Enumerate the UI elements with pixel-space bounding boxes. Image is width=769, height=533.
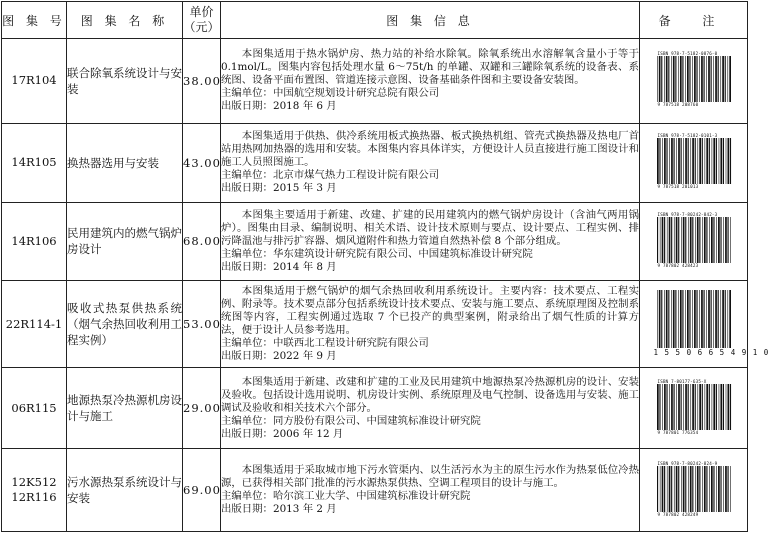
- barcode-bar: [706, 466, 707, 512]
- barcode-bar: [704, 138, 705, 184]
- header-price-line2: （元）: [183, 20, 220, 34]
- barcode-digits: 9 787802 428249: [657, 511, 699, 517]
- barcode-bar: [683, 384, 684, 430]
- barcode-bar: [659, 217, 660, 263]
- barcode-bars: [654, 217, 734, 263]
- atlas-code: 22R114-1: [5, 316, 63, 331]
- barcode-bar: [696, 290, 697, 348]
- barcode-bar: [696, 56, 697, 102]
- barcode-bar: [685, 384, 687, 430]
- barcode-bar: [665, 56, 667, 102]
- barcode-bar: [702, 217, 703, 263]
- barcode-bar: [706, 138, 708, 184]
- barcode-bar: [713, 138, 715, 184]
- table-row: [2, 449, 748, 532]
- barcode-bar: [678, 466, 679, 512]
- atlas-catalog-table: [1, 1, 769, 532]
- barcode-bar: [722, 290, 724, 348]
- barcode-bar: [664, 56, 665, 102]
- atlas-description: 本图集适用于燃气锅炉的烟气余热回收利用系统设计。主要内容：技术要点、工程实例、附录等。技术要点部分包括系统设计技术要点、安装与施工要点、系统原理图及控制系统图等内容，工程实例通过选取 7 个已投产的典型案例，附录给出了烟气性质的计算方法，便于设计人员参考选用。: [221, 285, 639, 337]
- atlas-note: [640, 368, 748, 449]
- barcode-bar: [695, 217, 696, 263]
- atlas-description: 本图集适用于热水锅炉房、热力站的补给水除氧。除氧系统出水溶解氧含量小于等于 0.1mol/L。图集内容包括处理水量 6～75t/h 的单罐、双罐和三罐除氧系统的设备表、系统图、设备平面布置图、管道连接示意图、设备基础条件图和主要设备安装图。: [221, 48, 639, 87]
- barcode-bar: [723, 466, 724, 512]
- barcode-bar: [682, 217, 684, 263]
- isbn-number: ISBN 978-7-5182-0101-3: [657, 133, 718, 139]
- barcode-bar: [659, 384, 660, 430]
- header-price-line1: 单价: [189, 5, 214, 19]
- barcode-bar: [711, 466, 713, 512]
- barcode-bar: [683, 138, 684, 184]
- barcode-bar: [692, 138, 694, 184]
- barcode-bar: [692, 384, 694, 430]
- barcode-bar: [706, 217, 707, 263]
- barcode-bar: [664, 290, 665, 348]
- barcode-bar: [657, 290, 658, 348]
- atlas-publish-date: 出版日期：2006 年 12 月: [221, 427, 344, 440]
- barcode-bar: [725, 217, 727, 263]
- atlas-name: 联合除氧系统设计与安装: [67, 39, 183, 124]
- barcode-bar: [722, 56, 724, 102]
- barcode-bar: [699, 138, 701, 184]
- barcode-bar: [729, 290, 731, 348]
- barcode-bar: [661, 290, 662, 348]
- barcode-bar: [720, 217, 721, 263]
- barcode-bar: [715, 290, 717, 348]
- atlas-note: [640, 123, 748, 202]
- barcode-bar: [678, 290, 679, 348]
- barcode-bar: [685, 466, 686, 512]
- atlas-editor: 主编单位：北京市煤气热力工程设计院有限公司: [221, 169, 440, 182]
- barcode-bar: [687, 384, 688, 430]
- barcode-bar: [668, 56, 669, 102]
- atlas-price: 68.00: [183, 202, 221, 281]
- barcode-bar: [680, 138, 681, 184]
- barcode-bar: [682, 56, 683, 102]
- barcode-bar: [671, 138, 673, 184]
- barcode-bar: [709, 466, 710, 512]
- table-row: [2, 39, 748, 124]
- barcode-bar: [701, 290, 703, 348]
- barcode-bar: [671, 290, 672, 348]
- barcode-bar: [708, 290, 710, 348]
- header-row: [2, 2, 748, 39]
- atlas-price: 29.00: [183, 368, 221, 449]
- barcode-bar: [671, 217, 672, 263]
- barcode-bar: [676, 384, 677, 430]
- atlas-note: [640, 39, 748, 124]
- barcode-bar: [665, 290, 667, 348]
- barcode-bar: [703, 466, 705, 512]
- atlas-name: 污水源热泵系统设计与安装: [67, 449, 183, 532]
- atlas-description: 本图集适用于供热、供冷系统用板式换热器、板式换热机组、管壳式换热器及热电厂首站用热网加热器的选用和安装。本图集内容具体详实，方便设计人员直接进行施工图设计和施工人员照图施工。: [221, 130, 639, 169]
- barcode-bar: [729, 384, 730, 430]
- isbn-number: ISBN 978-7-80242-842-3: [657, 211, 718, 217]
- atlas-code-cell: [2, 449, 67, 532]
- isbn-barcode: [654, 212, 734, 268]
- barcode-bar: [678, 217, 679, 263]
- barcode-bars: [654, 466, 734, 512]
- barcode-bar: [689, 466, 691, 512]
- barcode-bar: [694, 384, 695, 430]
- barcode-bar: [696, 217, 698, 263]
- isbn-barcode: [654, 133, 734, 189]
- barcode-bar: [666, 384, 667, 430]
- barcode-bar: [699, 290, 700, 348]
- barcode-bar: [701, 56, 703, 102]
- barcode-bar: [690, 384, 691, 430]
- barcode-bar: [695, 466, 696, 512]
- barcode-bar: [681, 466, 682, 512]
- barcode-bar: [716, 466, 717, 512]
- barcode-bar: [711, 217, 713, 263]
- atlas-note: [640, 281, 769, 368]
- barcode-bar: [720, 56, 721, 102]
- barcode-bar: [694, 56, 696, 102]
- barcode-bar: [678, 56, 679, 102]
- barcode-bar: [727, 290, 728, 348]
- barcode-bar: [720, 290, 721, 348]
- barcode-bar: [658, 56, 660, 102]
- barcode-bar: [711, 384, 712, 430]
- barcode-bar: [678, 384, 680, 430]
- barcode-bar: [671, 466, 672, 512]
- barcode-bar: [717, 56, 718, 102]
- barcode-bar: [713, 384, 715, 430]
- barcode-bar: [717, 290, 718, 348]
- barcode-digits: 9 787518 208760: [657, 102, 699, 108]
- barcode-bar: [724, 290, 725, 348]
- barcode-bar: [685, 138, 687, 184]
- barcode-bar: [723, 217, 724, 263]
- barcode-bar: [713, 217, 714, 263]
- atlas-name: 吸收式热泵供热系统（烟气余热回收利用工程实例）: [67, 281, 183, 368]
- table-row: [2, 281, 748, 368]
- barcode-bar: [696, 466, 698, 512]
- atlas-info: [221, 449, 640, 532]
- atlas-name: 换热器选用与安装: [67, 123, 183, 202]
- barcode-bar: [711, 138, 712, 184]
- barcode-bar: [725, 384, 726, 430]
- barcode-bar: [662, 384, 663, 430]
- atlas-code-cell: [2, 281, 67, 368]
- barcode-bar: [708, 56, 710, 102]
- barcode-bar: [718, 138, 719, 184]
- barcode-bar: [694, 290, 696, 348]
- barcode-bar: [673, 384, 674, 430]
- barcode-bar: [716, 217, 717, 263]
- barcode-bar: [704, 384, 705, 430]
- atlas-publish-date: 出版日期：2022 年 9 月: [221, 350, 337, 363]
- barcode-bar: [727, 217, 728, 263]
- barcode-bar: [659, 138, 660, 184]
- barcode-bar: [701, 138, 702, 184]
- barcode-bar: [685, 217, 686, 263]
- isbn-barcode: [654, 379, 734, 435]
- barcode-bar: [699, 56, 700, 102]
- atlas-name: 地源热泵冷热源机房设计与施工: [67, 368, 183, 449]
- barcode-bar: [682, 290, 683, 348]
- atlas-description: 本图集主要适用于新建、改建、扩建的民用建筑内的燃气锅炉房设计（含油气两用锅炉）。图集由目录、编制说明、相关术语、设计技术原则与要点、设计要点、工程实例、排污降温池与排污扩容器、烟风道附件和热力管道自然热补偿 8 个部分组成。: [221, 208, 639, 247]
- barcode-bar: [675, 217, 677, 263]
- table-row: [2, 368, 748, 449]
- barcode-bar: [671, 56, 672, 102]
- barcode-bar: [694, 138, 695, 184]
- barcode-bar: [699, 217, 700, 263]
- barcode-bar: [727, 56, 728, 102]
- atlas-editor: 主编单位：华东建筑设计研究院有限公司、中国建筑标准设计研究院: [221, 247, 533, 260]
- barcode-bar: [692, 217, 693, 263]
- atlas-code-cell: [2, 202, 67, 281]
- barcode-bar: [673, 217, 674, 263]
- header-note: 备 注: [640, 2, 748, 39]
- barcode-bar: [675, 56, 676, 102]
- atlas-info: [221, 368, 640, 449]
- barcode-bar: [727, 466, 728, 512]
- barcode-bar: [718, 384, 719, 430]
- barcode-bar: [715, 56, 717, 102]
- atlas-price: 38.00: [183, 39, 221, 124]
- atlas-code: 14R106: [11, 233, 57, 248]
- barcode-bar: [706, 56, 707, 102]
- barcode-bar: [697, 138, 698, 184]
- barcode-bar: [681, 217, 682, 263]
- barcode-bar: [688, 466, 689, 512]
- barcode-bar: [699, 466, 700, 512]
- table-row: [2, 123, 748, 202]
- barcode-bar: [687, 138, 688, 184]
- atlas-description: 本图集适用于采取城市地下污水管渠内、以生活污水为主的原生污水作为热泵低位冷热源，已获得相关部门批准的污水源热泵供热、空调工程项目的设计与施工。: [221, 464, 639, 490]
- barcode-bar: [678, 138, 680, 184]
- barcode-bar: [730, 217, 731, 263]
- barcode-bar: [730, 466, 731, 512]
- barcode-bars: [654, 138, 734, 184]
- barcode-bar: [697, 384, 698, 430]
- barcode-bar: [727, 384, 729, 430]
- barcode-bar: [657, 138, 659, 184]
- atlas-publish-date: 出版日期：2014 年 8 月: [221, 260, 337, 273]
- barcode-bar: [687, 290, 689, 348]
- atlas-editor: 主编单位：中国航空规划设计研究总院有限公司: [221, 87, 440, 100]
- barcode-bar: [702, 466, 703, 512]
- barcode-bar: [720, 466, 721, 512]
- barcode-bar: [703, 217, 705, 263]
- barcode-bar: [661, 466, 663, 512]
- barcode-bar: [669, 138, 670, 184]
- atlas-price: 53.00: [183, 281, 221, 368]
- barcode-bar: [666, 138, 667, 184]
- atlas-code-secondary: 12R116: [11, 490, 57, 505]
- barcode-digits: 1 5 5 0 6 6 5 4 9 1 0: [653, 347, 769, 357]
- atlas-info: [221, 39, 640, 124]
- barcode-bar: [672, 290, 674, 348]
- atlas-publish-date: 出版日期：2013 年 2 月: [221, 503, 337, 516]
- atlas-editor: 主编单位：哈尔滨工业大学、中国建筑标准设计研究院: [221, 490, 471, 503]
- barcode-bar: [658, 290, 660, 348]
- atlas-publish-date: 出版日期：2018 年 6 月: [221, 100, 337, 113]
- barcode-bar: [718, 217, 720, 263]
- barcode-bar: [729, 138, 730, 184]
- barcode-digits: 9 787802 428423: [657, 262, 699, 268]
- barcode-bar: [692, 290, 693, 348]
- isbn-number: ISBN 7-80177-635-X: [657, 378, 707, 384]
- atlas-info: [221, 202, 640, 281]
- barcode-bar: [664, 466, 665, 512]
- barcode-bar: [718, 466, 720, 512]
- atlas-code-cell: [2, 39, 67, 124]
- barcode-bar: [725, 466, 727, 512]
- atlas-name: 民用建筑内的燃气锅炉房设计: [67, 202, 183, 281]
- barcode-bar: [688, 217, 689, 263]
- isbn-number: ISBN 978-7-5182-0876-0: [657, 51, 718, 57]
- atlas-editor: 主编单位：同方股份有限公司、中国建筑标准设计研究院: [221, 414, 481, 427]
- barcode-bar: [710, 290, 711, 348]
- barcode-bar: [727, 138, 729, 184]
- isbn-barcode: [654, 51, 734, 107]
- barcode-bar: [679, 290, 681, 348]
- barcode-digits: 9 787801 776354: [657, 429, 699, 435]
- header-name: 图 集 名 称: [67, 2, 183, 39]
- barcode-bar: [701, 384, 702, 430]
- atlas-info: [221, 123, 640, 202]
- table-row: [2, 202, 748, 281]
- barcode-bar: [713, 290, 714, 348]
- barcode-bar: [689, 290, 690, 348]
- barcode-bar: [706, 384, 708, 430]
- atlas-info: [221, 281, 640, 368]
- barcode-bar: [675, 290, 676, 348]
- atlas-code: 12K512: [11, 475, 57, 490]
- barcode-bar: [676, 138, 677, 184]
- barcode-bar: [679, 56, 681, 102]
- atlas-editor: 主编单位：中联西北工程设计研究院有限公司: [221, 337, 429, 350]
- atlas-description: 本图集适用于新建、改建和扩建的工业及民用建筑中地源热泵冷热源机房的设计、安装及验收。包括设计选用说明、机房设计实例、系统原理及电气控制、设备选用与安装、施工调试及验收和相关技术六个部分。: [221, 375, 639, 414]
- barcode-bar: [709, 217, 710, 263]
- barcode-bar: [690, 138, 691, 184]
- barcode-bar: [666, 217, 667, 263]
- barcode-bar: [715, 384, 716, 430]
- barcode-bar: [687, 56, 689, 102]
- barcode-bar: [703, 290, 704, 348]
- atlas-code: 06R115: [11, 400, 57, 415]
- barcode-bar: [708, 384, 709, 430]
- barcode-bar: [673, 466, 674, 512]
- atlas-code-cell: [2, 368, 67, 449]
- barcode-bar: [664, 138, 666, 184]
- barcode-bar: [666, 466, 667, 512]
- barcode-bar: [689, 56, 690, 102]
- barcode-bar: [720, 384, 722, 430]
- atlas-note: [640, 449, 748, 532]
- barcode-bar: [685, 290, 686, 348]
- barcode-bar: [680, 384, 681, 430]
- barcode-bar: [706, 290, 707, 348]
- barcode-bar: [685, 56, 686, 102]
- atlas-price: 43.00: [183, 123, 221, 202]
- barcode-bar: [671, 384, 673, 430]
- header-code: 图 集 号: [2, 2, 67, 39]
- barcode-bar: [668, 466, 670, 512]
- barcode-bar: [664, 217, 665, 263]
- barcode-bar: [692, 466, 693, 512]
- barcode-bar: [710, 56, 711, 102]
- barcode-bars: [654, 384, 734, 430]
- barcode-bar: [729, 56, 731, 102]
- atlas-code-cell: [2, 123, 67, 202]
- barcode-bar: [668, 290, 669, 348]
- barcode-bars: [654, 290, 734, 348]
- atlas-code: 14R105: [11, 155, 57, 170]
- atlas-note: [640, 202, 748, 281]
- barcode-bar: [720, 138, 722, 184]
- atlas-publish-date: 出版日期：2015 年 3 月: [221, 182, 337, 195]
- barcode-bar: [722, 138, 723, 184]
- header-price: [183, 2, 221, 39]
- barcode-bar: [689, 217, 691, 263]
- barcode-bar: [664, 384, 666, 430]
- barcode-bar: [722, 384, 723, 430]
- barcode-bar: [715, 138, 716, 184]
- header-info: 图 集 信 息: [221, 2, 640, 39]
- barcode-bar: [659, 466, 660, 512]
- barcode-bar: [672, 56, 674, 102]
- barcode-bar: [699, 384, 701, 430]
- isbn-barcode: [654, 461, 734, 517]
- isbn-barcode: [653, 290, 769, 357]
- isbn-number: ISBN 978-7-80242-824-9: [657, 460, 718, 466]
- barcode-bar: [662, 138, 663, 184]
- barcode-bar: [725, 138, 726, 184]
- barcode-bar: [657, 56, 658, 102]
- barcode-bar: [657, 384, 659, 430]
- barcode-bar: [713, 56, 714, 102]
- barcode-bar: [657, 217, 658, 263]
- barcode-bar: [675, 466, 677, 512]
- barcode-bar: [713, 466, 714, 512]
- barcode-bars: [654, 56, 734, 102]
- barcode-bar: [668, 217, 670, 263]
- barcode-bar: [661, 217, 663, 263]
- atlas-code: 17R104: [11, 73, 57, 88]
- barcode-bar: [682, 466, 684, 512]
- barcode-digits: 9 787518 201013: [657, 184, 699, 190]
- atlas-price: 69.00: [183, 449, 221, 532]
- barcode-bar: [661, 56, 662, 102]
- barcode-bar: [692, 56, 693, 102]
- barcode-bar: [669, 384, 670, 430]
- barcode-bar: [703, 56, 704, 102]
- barcode-bar: [708, 138, 709, 184]
- barcode-bar: [657, 466, 658, 512]
- barcode-bar: [673, 138, 674, 184]
- barcode-bar: [724, 56, 725, 102]
